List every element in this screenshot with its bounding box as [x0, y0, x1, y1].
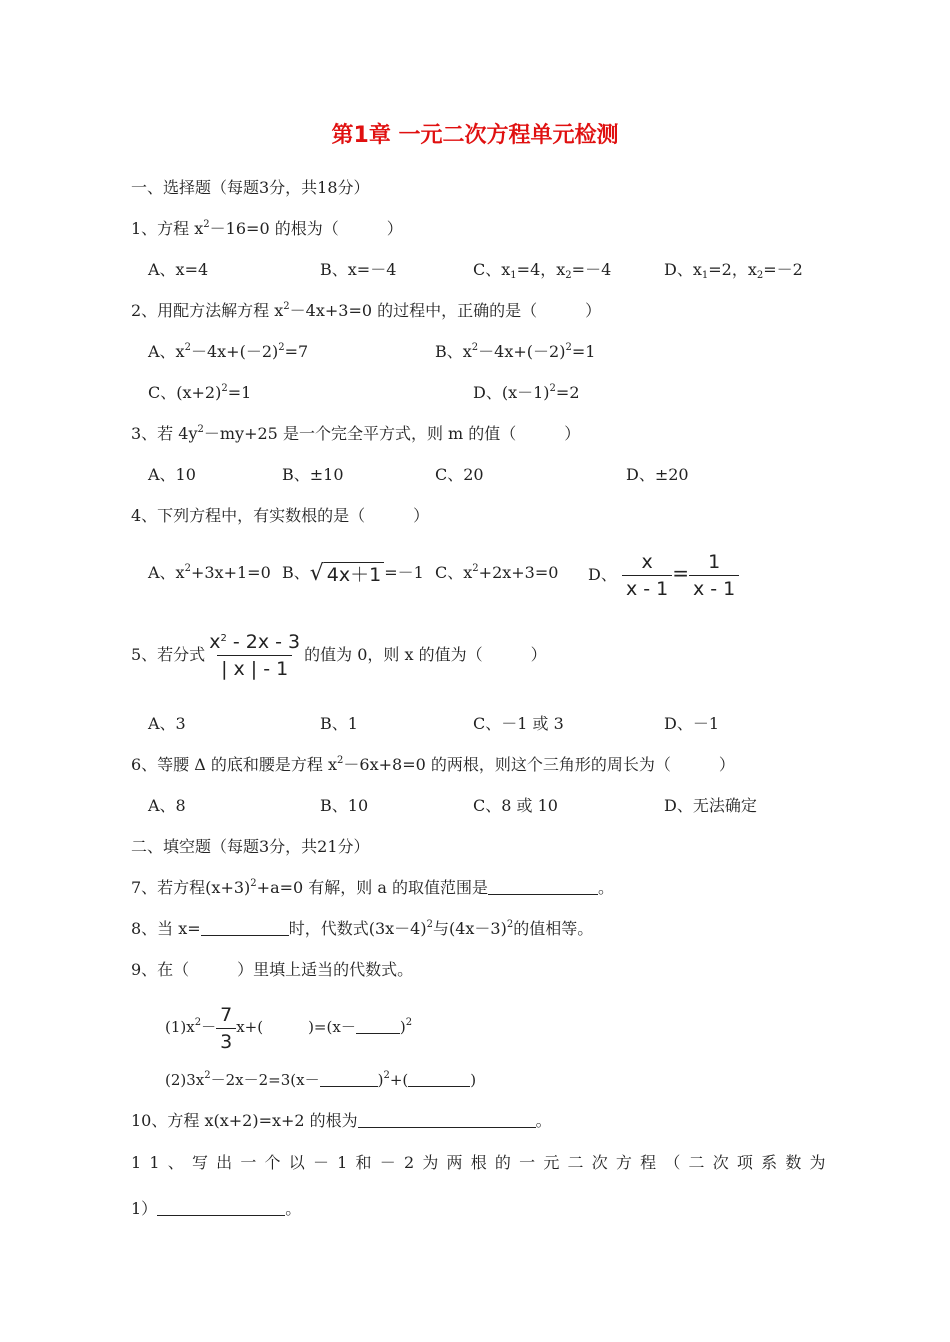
q6-option-c: C、8 或 10	[473, 796, 558, 815]
q5-option-a: A、3	[148, 714, 186, 733]
q4-option-c: C、$x^2+2x+3=0$	[435, 563, 559, 582]
q3-option-d: D、±20	[626, 465, 689, 484]
square-root-expression: √ 4x＋1	[310, 561, 384, 587]
fraction-7-over-3: $\frac{7}{3}$	[216, 1002, 236, 1055]
answer-blank[interactable]	[201, 921, 289, 936]
q6-option-d: D、无法确定	[664, 796, 757, 815]
q3-option-b: B、±10	[282, 465, 344, 484]
q9-part-2: $(2)3x^2-2x-2=3(x- )^2+$( )	[165, 1070, 477, 1089]
section-heading-fill: 二、填空题（每题3分，共21分）	[131, 837, 370, 856]
q3-option-c: C、20	[435, 465, 484, 484]
q2-option-d: D、$(x-1)^2=2$	[473, 383, 580, 402]
question-1: 1、方程 $x^2-16=0$ 的根为（ ）	[131, 219, 403, 238]
q1-option-a: A、x=4	[148, 260, 209, 279]
answer-blank[interactable]	[488, 880, 598, 895]
q3-option-a: A、10	[148, 465, 196, 484]
question-4: 4、下列方程中，有实数根的是（ ）	[131, 506, 430, 525]
q5-option-b: B、1	[320, 714, 358, 733]
answer-blank[interactable]	[408, 1072, 470, 1087]
q5-option-c: C、－1 或 3	[473, 714, 564, 733]
section-heading-choice: 一、选择题（每题3分，共18分）	[131, 178, 370, 197]
question-7: 7、若方程$(x+3)^2+a=0$ 有解，则 a 的取值范围是 。	[131, 878, 615, 897]
q2-option-b: B、$x^2-4x+(-2)^2=1$	[435, 342, 596, 361]
q6-option-b: B、10	[320, 796, 369, 815]
answer-blank[interactable]	[157, 1201, 285, 1216]
question-9: 9、在（ ）里填上适当的代数式。	[131, 960, 414, 979]
q2-option-c: C、$(x+2)^2=1$	[148, 383, 252, 402]
q5-option-d: D、－1	[664, 714, 720, 733]
answer-blank[interactable]	[358, 1113, 536, 1128]
answer-blank[interactable]	[320, 1072, 378, 1087]
q6-option-a: A、8	[148, 796, 186, 815]
question-3: 3、若 $4y^2-my+25$ 是一个完全平方式，则 m 的值（ ）	[131, 424, 581, 443]
question-11-continued: 1） 。	[131, 1199, 302, 1218]
question-5: 5、若分式 $\frac{x^2 - 2x - 3}{| x | - 1}$ 的值为 0，则 x 的值为（ ）	[131, 631, 547, 680]
question-10: 10、方程 x(x+2)=x+2 的根为 。	[131, 1111, 552, 1130]
q4-option-b: B、 √ 4x＋1 =－1	[282, 560, 424, 586]
q1-option-b: B、x=－4	[320, 260, 397, 279]
question-2: 2、用配方法解方程 $x^2-4x+3=0$ 的过程中，正确的是（ ）	[131, 301, 602, 320]
fraction-x-over-x-minus-1: $\frac{x}{x - 1}$	[622, 549, 672, 602]
q9-part-1: $(1)x^2-$ $\frac{7}{3}$ x+( )$=(x- )^2$	[165, 1003, 413, 1053]
question-11: 11、写出一个以－1和－2为两根的一元二次方程（二次项系数为	[131, 1153, 834, 1172]
q4-option-d: D、 $\frac{x}{x - 1}$ = $\frac{1}{x - 1}$	[588, 546, 739, 602]
fraction-1-over-x-minus-1: $\frac{1}{x - 1}$	[689, 549, 739, 602]
question-6: 6、等腰 Δ 的底和腰是方程 $x^2-6x+8=0$ 的两根，则这个三角形的周长为（ ）	[131, 755, 735, 774]
page-title: 第1章 一元二次方程单元检测	[331, 123, 619, 148]
q1-option-d: D、$x_1=2$，$x_2=-2$	[664, 260, 803, 281]
fraction-q5: $\frac{x^2 - 2x - 3}{| x | - 1}$	[209, 631, 301, 680]
question-8: 8、当 x= 时，代数式$(3x-4)^2$与$(4x-3)^2$的值相等。	[131, 919, 594, 938]
q2-option-a: A、$x^2-4x+(-2)^2=7$	[148, 342, 309, 361]
q1-option-c: C、$x_1=4$，$x_2=-4$	[473, 260, 612, 281]
q4-option-a: A、$x^2+3x+1=0$	[148, 563, 271, 582]
answer-blank[interactable]	[356, 1019, 400, 1034]
